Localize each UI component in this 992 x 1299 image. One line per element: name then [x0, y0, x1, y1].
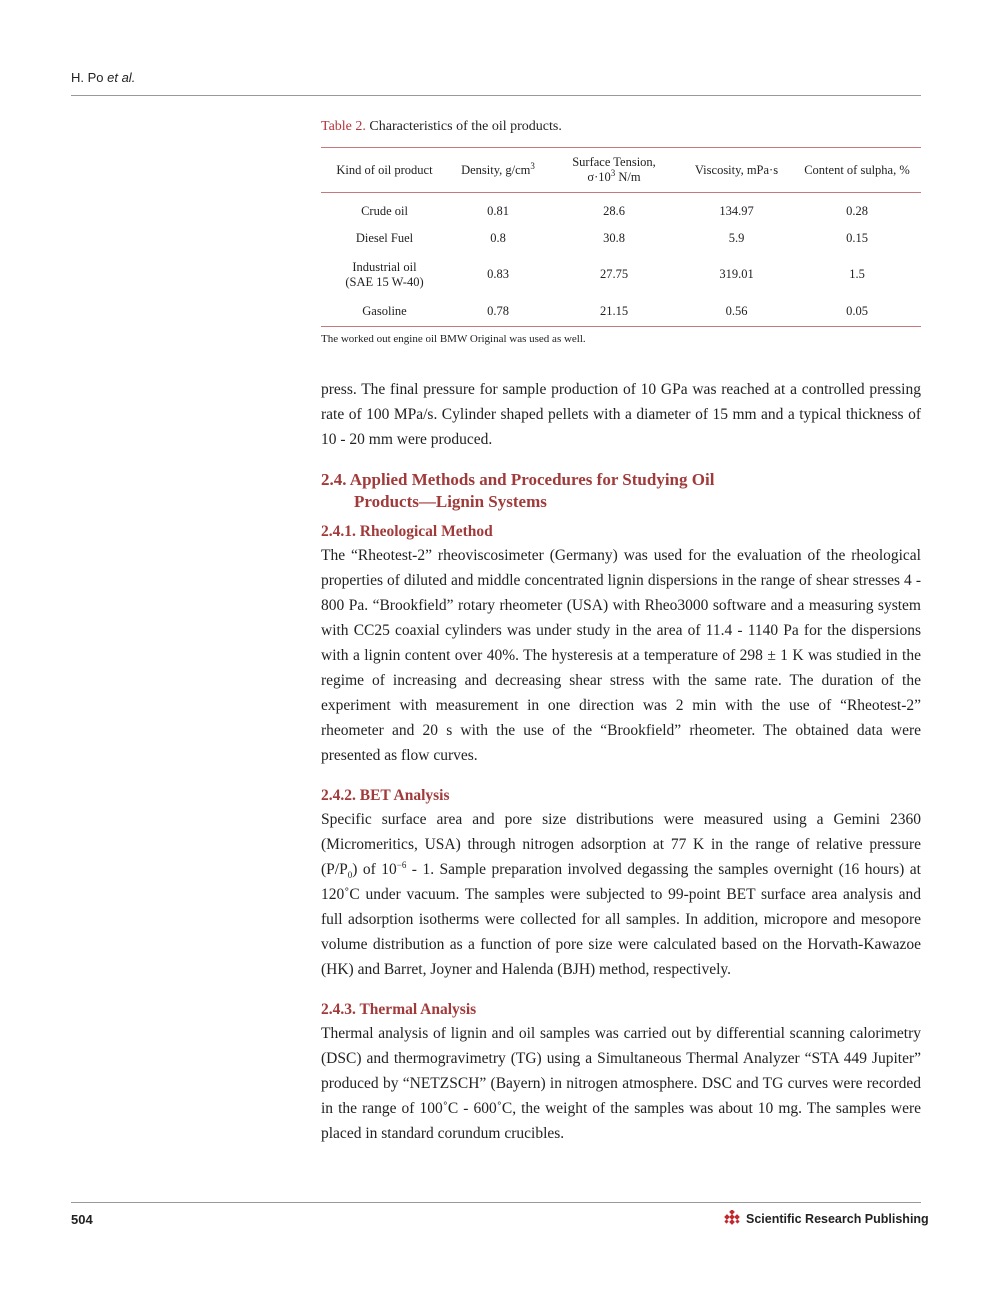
cell-kind: Gasoline [321, 297, 448, 327]
author-etal: et al. [107, 70, 136, 85]
oil-characteristics-table [321, 147, 921, 327]
table-caption [321, 119, 562, 135]
col-header-surface-tension: Surface Tension, $\sigma\cdot 10^3$ N/m [548, 148, 680, 193]
col-header-viscosity: Viscosity, mPa·s [680, 148, 793, 193]
subsection-heading-2-4-3: 2.4.3. Thermal Analysis [321, 1001, 477, 1018]
cell-density: 0.81 [487, 204, 509, 219]
cell-kind: Industrial oil (SAE 15 W-40) [345, 259, 424, 289]
cell-surface: 21.15 [548, 297, 680, 327]
cell-viscosity: 319.01 [719, 267, 754, 281]
cell-viscosity: 5.9 [728, 231, 745, 245]
col-header-density: Density, $g/cm^3$ [448, 148, 548, 193]
cell-sulpha: 0.05 [793, 297, 921, 327]
col-header-kind: Kind of oil product [321, 148, 448, 193]
cell-viscosity: 134.97 [719, 204, 754, 219]
cell-surface: 30.8 [603, 231, 625, 245]
table-caption-label[interactable]: Table 2. [321, 119, 366, 134]
cell-surface: 27.75 [599, 267, 629, 281]
cell-viscosity: 0.56 [680, 297, 793, 327]
author-name: H. Po [71, 70, 108, 85]
cell-kind: Crude oil [361, 204, 408, 219]
table-row [321, 297, 921, 327]
table-row [321, 193, 921, 225]
cell-density: 0.8 [490, 231, 506, 245]
table-note: The worked out engine oil BMW Original was used as well. [321, 333, 586, 345]
cell-density: 0.83 [487, 267, 509, 281]
body-text [321, 377, 921, 1146]
paragraph-thermal: Thermal analysis of lignin and oil samples was carried out by differential scanning calorimetry (DSC) and thermogravimetry (TG) using a Simultaneous Thermal Analyzer “STA 449 Jupiter” produced by “NETZSCH” (Bayern) in nitrogen atmosphere. DSC and TG curves were recorded in the range of 100˚C - 600˚C, the weight of the samples was about 10 mg. The samples were placed in standard corundum crucibles. [321, 1025, 921, 1142]
cell-sulpha: 0.28 [846, 204, 868, 219]
paragraph-press: press. The final pressure for sample production of 10 GPa was reached at a controlled pressing rate of 100 MPa/s. Cylinder shaped pellets with a diameter of 15 mm and a typical thickness of 10 - 20 mm were produced. [321, 381, 921, 448]
subsection-heading-2-4-2: 2.4.2. BET Analysis [321, 787, 450, 804]
running-header-author [71, 70, 135, 85]
footer-rule [71, 1202, 921, 1203]
publisher-logo[interactable] [722, 1210, 929, 1228]
cell-sulpha: 0.15 [846, 231, 868, 245]
paragraph-rheological: The “Rheotest-2” rheoviscosimeter (Germany) was used for the evaluation of the rheological properties of diluted and middle concentrated lignin dispersions in the range of shear stresses 4 - 800 Pa. “Brookfield” rotary rheometer (USA) with Rheo3000 software and a measuring system with CC25 coaxial cylinders was under study in the area of 11.4 - 1140 Pa for the dispersions with a lignin content over 40%. The hysteresis at a temperature of 298 ± 1 K was studied in the regime of increasing and decreasing shear stress with the same rate. The duration of the experiment with measurement in one direction was 2 min with the use of “Rheotest-2” rheometer and 20 s with the use of the “Brookfield” rheometer. The obtained data were presented as flow curves. [321, 547, 921, 764]
table-caption-text: Characteristics of the oil products. [365, 119, 562, 134]
paragraph-bet: Specific surface area and pore size distributions were measured using a Gemini 2360 (Micromeritics, USA) through nitrogen adsorption at 77 K in the range of relative pressure $(P/P_0)$ of $10^{-6} - 1$. Sample preparation involved degassing the samples overnight (16 hours) at 120˚C under vacuum. The samples were subjected to 99-point BET surface area analysis and full adsorption isotherms were collected for all samples. In addition, micropore and mesopore volume distribution as a function of pore size were calculated based on the Horvath-Kawazoe (HK) and Barret, Joyner and Halenda (BJH) method, respectively. [321, 811, 921, 978]
header-rule [71, 95, 921, 96]
table-row [321, 253, 921, 297]
cell-density: 0.78 [448, 297, 548, 327]
scirp-logo-icon [722, 1210, 742, 1228]
table-header-row [321, 148, 921, 193]
table-row [321, 225, 921, 253]
section-heading-2-4: 2.4. Applied Methods and Procedures for Studying Oil Products—Lignin Systems [321, 470, 715, 511]
subsection-heading-2-4-1: 2.4.1. Rheological Method [321, 523, 493, 540]
cell-kind: Diesel Fuel [355, 231, 414, 245]
cell-sulpha: 1.5 [849, 267, 865, 281]
col-header-sulpha: Content of sulpha, % [793, 148, 921, 193]
page-number: 504 [71, 1212, 93, 1227]
publisher-name: Scientific Research Publishing [746, 1212, 929, 1226]
cell-surface: 28.6 [603, 204, 625, 219]
